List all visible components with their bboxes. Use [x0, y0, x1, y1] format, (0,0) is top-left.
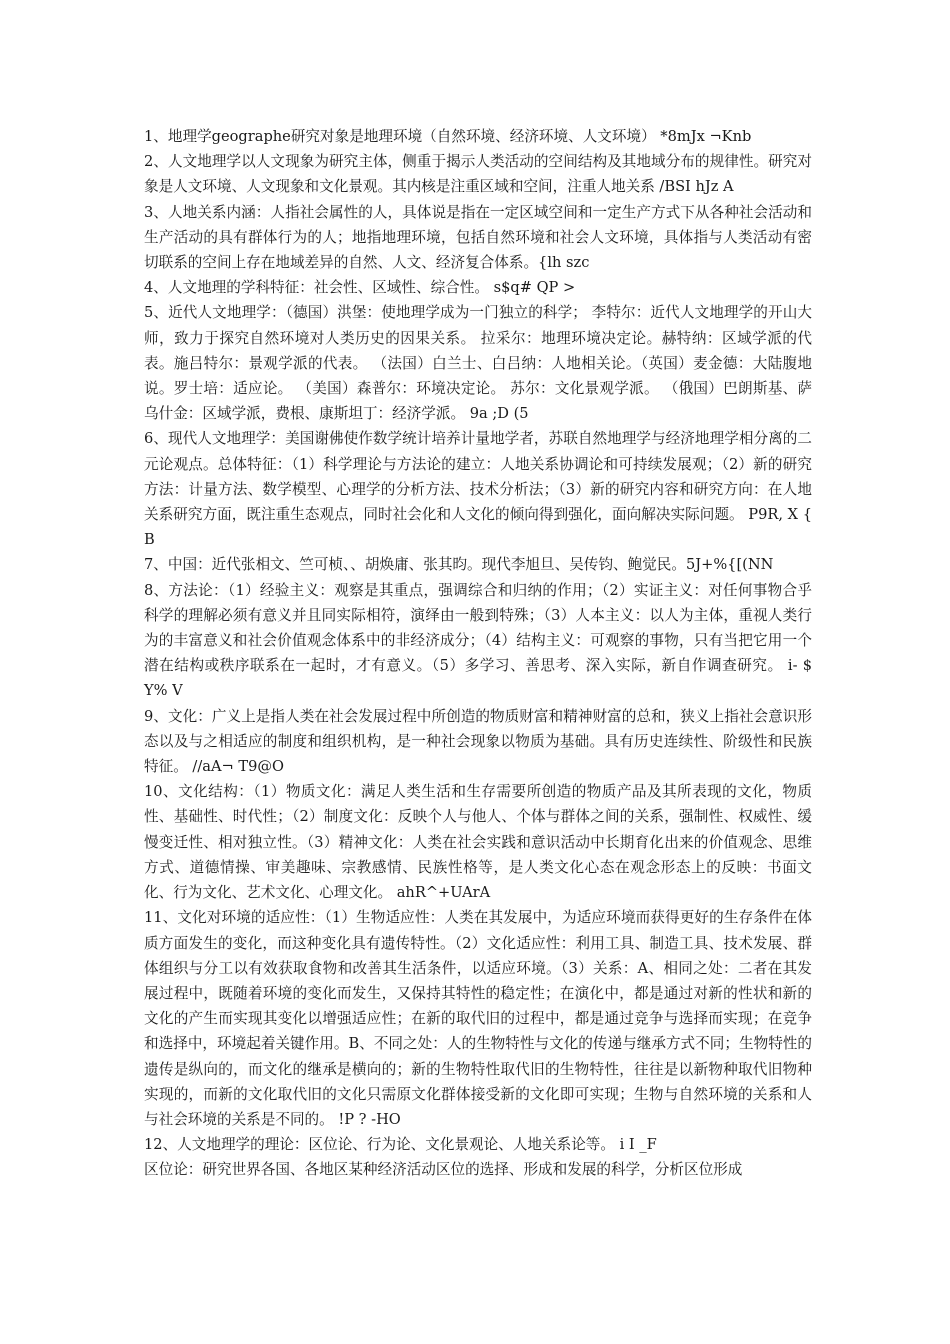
paragraph-8: 8、方法论：（1）经验主义：观察是其重点，强调综合和归纳的作用；（2）实证主义：对任何事物合乎科学的理解必须有意义并且同实际相符，演绎由一般到特殊；（3）人本主义：以人为主体，重视人类行为的丰富意义和社会价值观念体系中的非经济成分；（4）结构主义：可观察的事物，只有当把它用一个潜在结构或秩序联系在一起时，才有意义。（5）多学习、善思考、深入实际，新自作调查研究。 i- $ Y% V: [144, 581, 812, 700]
paragraph-4: 4、人文地理的学科特征：社会性、区域性、综合性。 s$q# QP >: [144, 279, 576, 297]
paragraph-2: 2、人文地理学以人文现象为研究主体，侧重于揭示人类活动的空间结构及其地域分布的规律性。研究对象是人文环境、人文现象和文化景观。其内核是注重区域和空间，注重人地关系 /BSI hJz A: [144, 153, 812, 196]
paragraph-13: 区位论：研究世界各国、各地区某种经济活动区位的选择、形成和发展的科学，分析区位形成: [144, 1161, 743, 1179]
paragraph-1: 1、地理学geographe研究对象是地理环境（自然环境、经济环境、人文环境） *8mJx ¬Knb: [144, 128, 752, 145]
paragraph-3: 3、人地关系内涵：人指社会属性的人，具体说是指在一定区域空间和一定生产方式下从各种社会活动和生产活动的具有群体行为的人；地指地理环境，包括自然环境和社会人文环境，具体指与人类活动有密切联系的空间上存在地域差异的自然、人文、经济复合体系。{lh szc: [144, 203, 812, 272]
paragraph-6: 6、现代人文地理学：美国谢佛使作数学统计培养计量地学者，苏联自然地理学与经济地理学相分离的二元论观点。总体特征：（1）科学理论与方法论的建立：人地关系协调论和可持续发展观；（2）新的研究方法：计量方法、数学模型、心理学的分析方法、技术分析法；（3）新的研究内容和研究方向：在人地关系研究方面，既注重生态观点，同时社会化和人文化的倾向得到强化，面向解决实际问题。 P9R, X { B: [144, 430, 812, 549]
paragraph-11: 11、文化对环境的适应性：（1）生物适应性：人类在其发展中，为适应环境而获得更好的生存条件在体质方面发生的变化，而这种变化具有遗传特性。（2）文化适应性：利用工具、制造工具、技术发展、群体组织与分工以有效获取食物和改善其生活条件，以适应环境。（3）关系：A、相同之处：二者在其发展过程中，既随着环境的变化而发生，又保持其特性的稳定性；在演化中，都是通过对新的性状和新的文化的产生而实现其变化以增强适应性；在新的取代旧的过程中，都是通过竞争与选择而实现；在竞争和选择中，环境起着关键作用。B、不同之处：人的生物特性与文化的传递与继承方式不同；生物特性的遗传是纵向的，而文化的继承是横向的；新的生物特性取代旧的生物特性，往往是以新物种取代旧物种实现的，而新的文化取代旧的文化只需原文化群体接受新的文化即可实现；生物与自然环境的关系和人与社会环境的关系是不同的。 !P ? -HO: [144, 909, 812, 1128]
paragraph-12: 12、人文地理学的理论：区位论、行为论、文化景观论、人地关系论等。 i I _F: [144, 1136, 657, 1154]
document-body: [144, 124, 812, 1183]
paragraph-5: 5、近代人文地理学：（德国）洪堡：使地理学成为一门独立的科学； 李特尔：近代人文地理学的开山大师，致力于探究自然环境对人类历史的因果关系。 拉采尔：地理环境决定论。赫特纳：区域学派的代表。施吕特尔：景观学派的代表。 （法国）白兰士、白吕纳：人地相关论。（英国）麦金德：大陆腹地说。罗士培：适应论。 （美国）森普尔：环境决定论。 苏尔：文化景观学派。 （俄国）巴朗斯基、萨乌什金：区域学派，费根、康斯坦丁：经济学派。 9a ;D (5: [144, 304, 812, 423]
paragraph-7: 7、中国：近代张相文、竺可桢、、胡焕庸、张其昀。现代李旭旦、吴传钧、鲍觉民。5J+%{[(NN: [144, 556, 774, 574]
paragraph-10: 10、文化结构：（1）物质文化：满足人类生活和生存需要所创造的物质产品及其所表现的文化，物质性、基础性、时代性；（2）制度文化：反映个人与他人、个体与群体之间的关系，强制性、权威性、缓慢变迁性、相对独立性。（3）精神文化：人类在社会实践和意识活动中长期育化出来的价值观念、思维方式、道德情操、审美趣味、宗教感情、民族性格等，是人类文化心态在观念形态上的反映：书面文化、行为文化、艺术文化、心理文化。 ahR^+UArA: [144, 783, 812, 902]
paragraph-9: 9、文化：广义上是指人类在社会发展过程中所创造的物质财富和精神财富的总和，狭义上指社会意识形态以及与之相适应的制度和组织机构，是一种社会现象以物质为基础。具有历史连续性、阶级性和民族特征。 //aA¬ T9@O: [144, 707, 812, 776]
